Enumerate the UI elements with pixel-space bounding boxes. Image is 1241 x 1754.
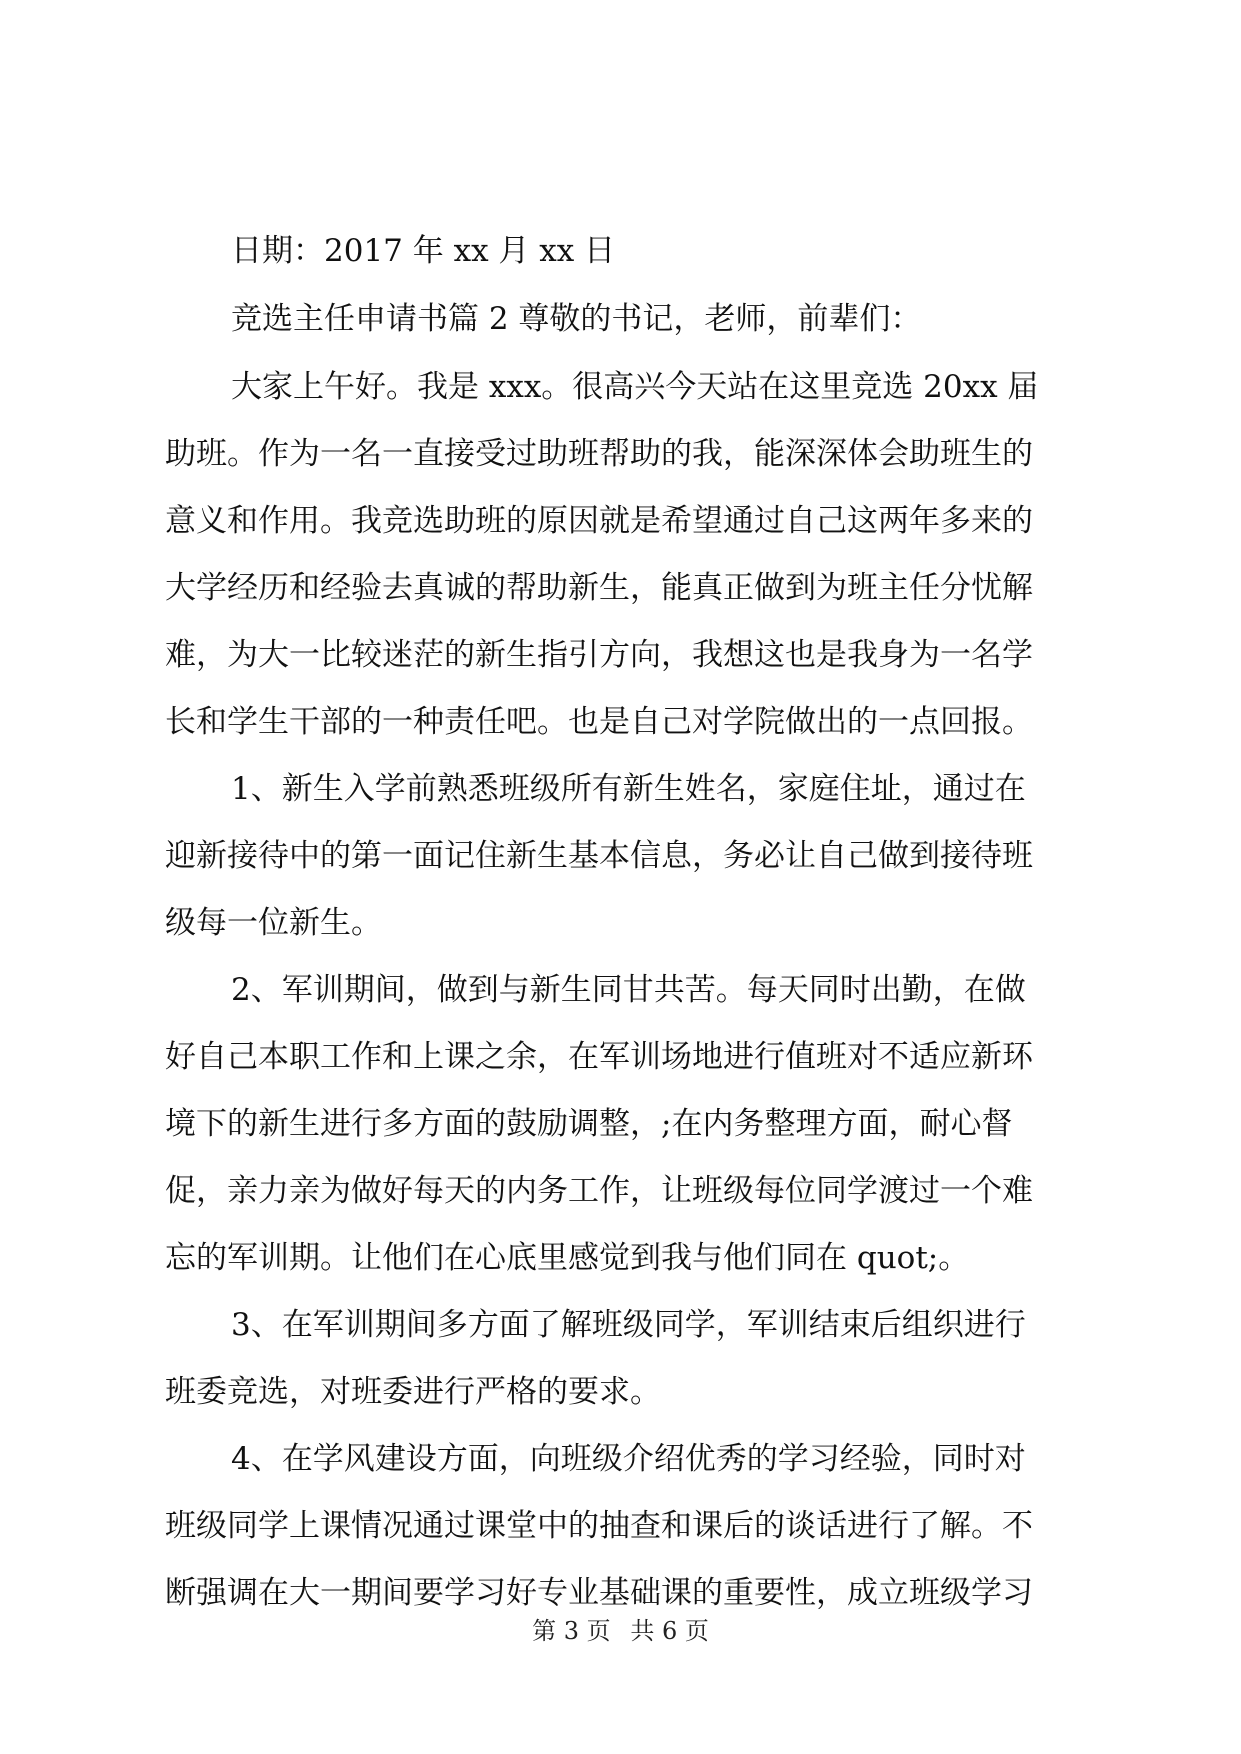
list-item-line: 1、新生入学前熟悉班级所有新生姓名，家庭住址，通过在 [231,771,1026,807]
paragraph-line: 大家上午好。我是 xxx。很高兴今天站在这里竞选 20xx 届 [231,369,1039,405]
list-item-line: 好自己本职工作和上课之余，在军训场地进行值班对不适应新环 [165,1039,1033,1075]
document-body [165,232,1077,1613]
page-footer [0,1616,1241,1646]
total-page-count: 共 6 页 [630,1617,709,1645]
list-item-line: 3、在军训期间多方面了解班级同学，军训结束后组织进行 [231,1307,1026,1343]
heading-line: 竞选主任申请书篇 2 尊敬的书记，老师，前辈们： [231,301,922,337]
list-item-line: 断强调在大一期间要学习好专业基础课的重要性，成立班级学习 [165,1575,1033,1611]
paragraph-line: 助班。作为一名一直接受过助班帮助的我，能深深体会助班生的 [165,436,1033,472]
list-item-line: 4、在学风建设方面，向班级介绍优秀的学习经验，同时对 [231,1441,1026,1477]
list-item-line: 迎新接待中的第一面记住新生基本信息，务必让自己做到接待班 [165,838,1033,874]
paragraph-line: 意义和作用。我竞选助班的原因就是希望通过自己这两年多来的 [165,503,1033,539]
paragraph-line: 大学经历和经验去真诚的帮助新生，能真正做到为班主任分忧解 [165,570,1033,606]
paragraph-line: 难，为大一比较迷茫的新生指引方向，我想这也是我身为一名学 [165,637,1033,673]
list-item-line: 促，亲力亲为做好每天的内务工作，让班级每位同学渡过一个难 [165,1173,1033,1209]
list-item-line: 2、军训期间，做到与新生同甘共苦。每天同时出勤，在做 [231,972,1026,1008]
list-item-line: 境下的新生进行多方面的鼓励调整，;在内务整理方面，耐心督 [165,1106,1013,1142]
list-item-line: 班级同学上课情况通过课堂中的抽查和课后的谈话进行了解。不 [165,1508,1033,1544]
list-item-line: 忘的军训期。让他们在心底里感觉到我与他们同在 quot;。 [165,1240,970,1276]
list-item-line: 级每一位新生。 [165,905,382,941]
list-item-line: 班委竞选，对班委进行严格的要求。 [165,1374,661,1410]
date-line: 日期：2017 年 xx 月 xx 日 [231,233,616,269]
current-page-number: 第 3 页 [532,1617,611,1645]
paragraph-line: 长和学生干部的一种责任吧。也是自己对学院做出的一点回报。 [165,704,1033,740]
